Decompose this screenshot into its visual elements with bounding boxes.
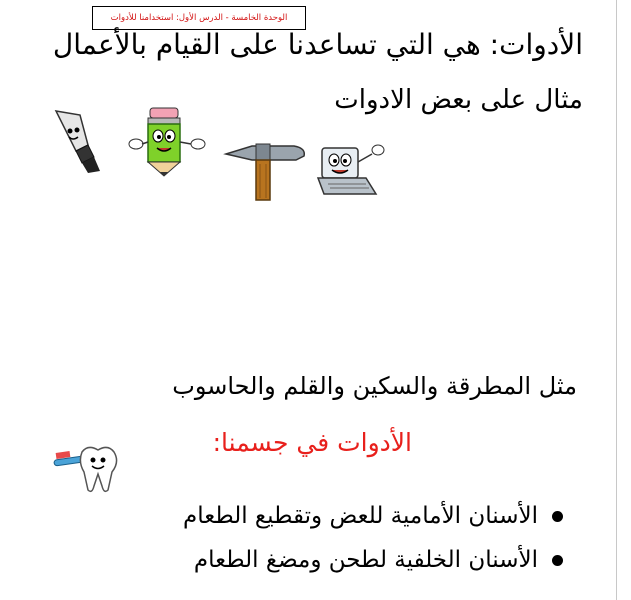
example-sentence: مثل المطرقة والسكين والقلم والحاسوب (172, 372, 577, 400)
lesson-header-label: الوحدة الخامسة - الدرس الأول: استخدامنا للأدوات (110, 13, 288, 23)
lesson-header (92, 6, 306, 30)
definition-text: الأدوات: هي التي تساعدنا على القيام بالأعمال (52, 28, 583, 61)
body-tools-heading: الأدوات في جسمنا: (212, 428, 412, 457)
bullet-dot (552, 511, 563, 522)
list-item-text: الأسنان الخلفية لطحن ومضغ الطعام (193, 547, 538, 573)
laptop-icon (314, 140, 388, 198)
examples-heading: مثال على بعض الادوات (334, 85, 583, 115)
page-edge (616, 0, 617, 600)
knife-icon (46, 107, 108, 175)
list-item (183, 538, 563, 582)
list-item-text: الأسنان الأمامية للعض وتقطيع الطعام (183, 503, 538, 529)
list-item (183, 494, 563, 538)
hammer-icon (222, 140, 308, 202)
teeth-list (183, 494, 563, 582)
pencil-icon (128, 106, 206, 178)
bullet-dot (552, 555, 563, 566)
tooth-icon (52, 444, 124, 496)
